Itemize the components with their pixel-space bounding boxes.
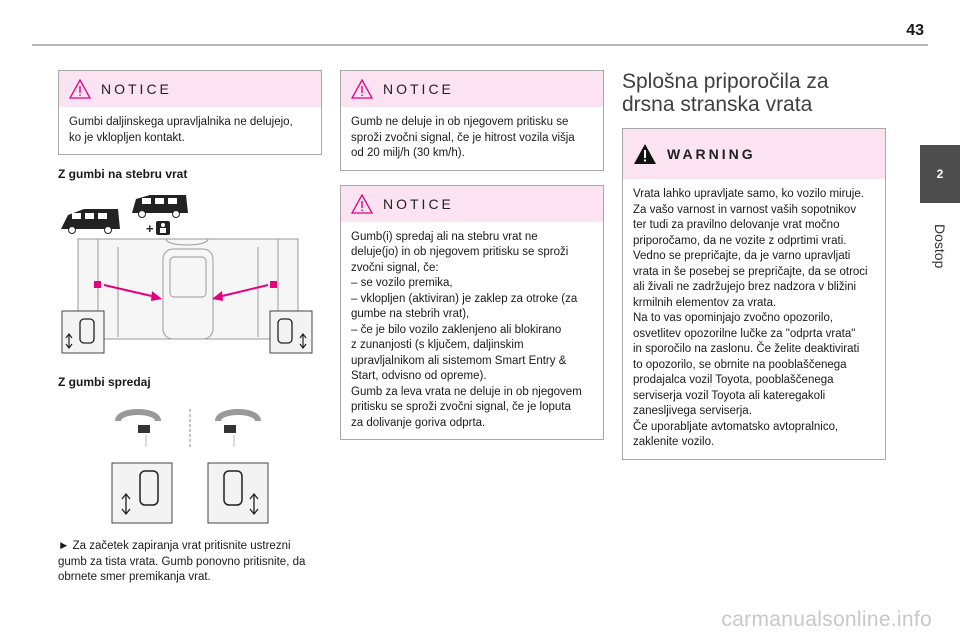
watermark: carmanualsonline.info: [721, 608, 932, 631]
sliding-door-button-icon: [112, 463, 172, 523]
column-1: [58, 70, 322, 586]
notice-box-conditions: [340, 185, 604, 441]
notice-header: [341, 71, 603, 107]
section-title: [622, 70, 886, 116]
notice-body: [341, 222, 603, 440]
notice-line: Start, odvisno od opreme).: [351, 370, 487, 382]
warning-line: zaklenite vozilo.: [633, 436, 715, 448]
chapter-label: Dostop: [932, 223, 948, 269]
svg-text:+: +: [146, 221, 154, 236]
notice-line: sproži zvočni signal, če je hitrost vozila višja: [351, 131, 575, 144]
warning-triangle-outline-icon: [351, 194, 373, 214]
warning-triangle-filled-icon: [633, 143, 657, 165]
van-interior-top-view: [78, 239, 298, 339]
notice-line: Gumb ne deluje in ob njegovem pritisku se: [351, 116, 569, 128]
section-title-line: drsna stranska vrata: [622, 93, 813, 116]
notice-line: z zunanjosti (s ključem, daljinskim: [351, 339, 524, 351]
instruction-line: obrnete smer premikanja vrat.: [58, 571, 211, 583]
warning-triangle-outline-icon: [69, 79, 91, 99]
notice-box-remote: [58, 70, 322, 155]
notice-line: – se vozilo premika,: [351, 277, 453, 289]
warning-line: priporočamo, da ne vozite z odprtimi vrati.: [633, 234, 847, 247]
page-number: 43: [906, 22, 924, 39]
notice-line: pritisku se sproži zvočni signal, če je loputa: [351, 401, 571, 413]
column-2: [340, 70, 604, 452]
notice-line: Gumbi daljinskega upravljalnika ne delujejo,: [69, 116, 293, 128]
pillar-buttons-heading: Z gumbi na stebru vrat: [58, 167, 188, 181]
notice-title: NOTICE: [101, 81, 172, 97]
warning-line: prodajalca vozil Toyota, pooblaščenega: [633, 374, 834, 386]
pillar-button-right-marker: [270, 281, 277, 288]
notice-line: deluje(jo) in ob njegovem pritisku se sproži: [351, 246, 569, 258]
warning-line: serviserja vozil Toyota ali kateregakoli: [633, 389, 826, 402]
warning-line: zanesljivega serviserja.: [633, 405, 752, 417]
sliding-door-button-icon: [62, 311, 104, 353]
notice-header: [59, 71, 321, 107]
notice-line: Gumb za leva vrata ne deluje in ob njegovem: [351, 385, 582, 398]
sliding-door-button-icon: [208, 463, 268, 523]
warning-line: krmilnih elementov za vrata.: [633, 296, 777, 309]
warning-box: [622, 128, 886, 460]
notice-title: NOTICE: [383, 195, 454, 212]
steering-wheel-icon: [218, 412, 258, 447]
section-title-line: Splošna priporočila za: [622, 70, 829, 93]
warning-line: ter tudi za pravilno delovanje vrat močno: [633, 219, 840, 231]
warning-line: Na to vas opominjajo zvočno opozorilo,: [633, 312, 834, 324]
child-lock-icon: [156, 221, 170, 235]
notice-title: NOTICE: [383, 81, 454, 97]
notice-line: ko je vklopljen kontakt.: [69, 131, 185, 144]
steering-wheel-icon: [118, 412, 158, 447]
warning-triangle-outline-icon: [351, 79, 373, 99]
notice-body: [341, 107, 603, 170]
notice-line: za dolivanje goriva odprta.: [351, 416, 486, 429]
pillar-button-left-marker: [94, 281, 101, 288]
warning-line: to opozorilo, se obrnite na pooblaščenega: [633, 358, 847, 371]
warning-line: in sporočilo na zaslonu. Če želite deaktivirati: [633, 343, 860, 355]
instruction-line: gumb za tista vrata. Gumb ponovno pritisnite, da: [58, 555, 306, 568]
warning-line: Vrata lahko upravljate samo, ko vozilo miruje.: [633, 188, 864, 200]
column-3: [622, 70, 886, 472]
notice-line: Gumb(i) spredaj ali na stebru vrat ne: [351, 230, 538, 243]
instruction-text: [58, 539, 322, 586]
warning-line: Za vašo varnost in varnost vaših sopotnikov: [633, 203, 857, 216]
warning-line: Če uporabljate avtomatsko avtopralnico,: [633, 420, 839, 433]
van-icon: [61, 209, 120, 234]
notice-body: [59, 107, 321, 154]
notice-line: od 20 milj/h (30 km/h).: [351, 147, 465, 159]
notice-line: – vklopljen (aktiviran) je zaklep za otroke (za: [351, 292, 578, 305]
notice-header: [341, 186, 603, 222]
warning-title: WARNING: [667, 146, 756, 162]
warning-line: osvetlitev opozorilne lučke za "odprta vrata": [633, 327, 856, 340]
notice-line: upravljalnikom ali sistemom Smart Entry &: [351, 354, 567, 367]
chapter-tab[interactable]: 2: [920, 145, 960, 203]
notice-line: zvočni signal, če:: [351, 261, 439, 274]
sliding-door-button-icon: [270, 311, 312, 353]
van-icon: [132, 195, 188, 218]
top-rule: [32, 44, 928, 46]
front-buttons-illustration: [58, 395, 322, 535]
warning-header: [623, 129, 885, 179]
warning-body: [623, 179, 885, 459]
notice-box-speed: [340, 70, 604, 171]
warning-line: vrata in še posebej se prepričajte, da se otroci: [633, 265, 868, 278]
warning-line: ali živali ne zadržujejo brez nadzora v bližini: [633, 281, 857, 293]
notice-line: gumbe na stebrih vrat),: [351, 308, 470, 320]
warning-line: Vedno se prepričajte, da je varno upravljati: [633, 250, 851, 262]
pillar-buttons-illustration: [58, 187, 322, 367]
front-buttons-heading: Z gumbi spredaj: [58, 375, 151, 389]
notice-line: – če je bilo vozilo zaklenjeno ali blokirano: [351, 323, 562, 336]
instruction-line: ► Za začetek zapiranja vrat pritisnite ustrezni: [58, 540, 291, 552]
